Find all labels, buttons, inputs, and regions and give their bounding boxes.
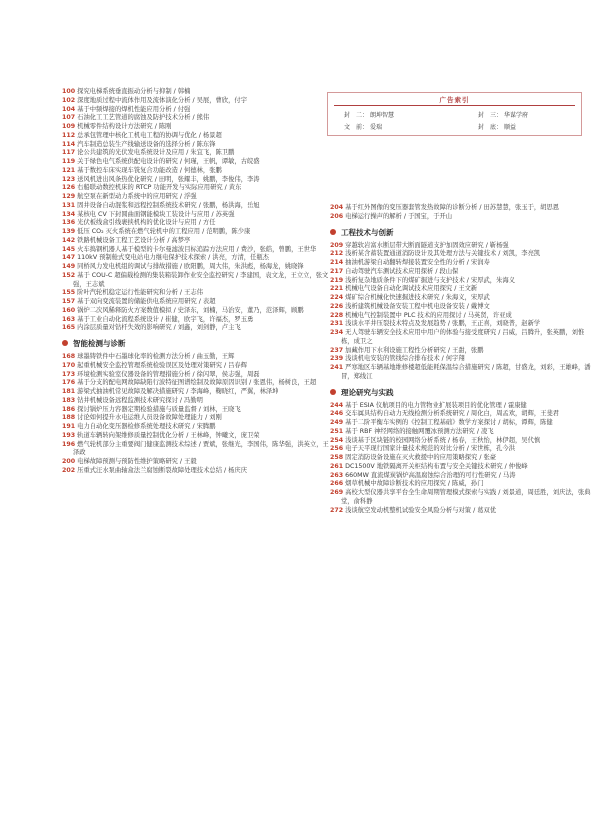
page-number: 102 [62,96,76,104]
toc-entry[interactable] [62,123,330,132]
page-number: 237 [330,346,344,354]
ad-index-box [327,92,582,136]
toc-right-column [330,204,592,515]
toc-entry[interactable] [330,242,592,251]
article-title: 基于 ESIA 仪航项目的电力管物业扩展装项目的优化管理 / 霍康健 [345,401,527,409]
toc-entry[interactable] [330,364,592,382]
toc-entry[interactable] [62,184,330,193]
toc-entry[interactable] [62,176,330,185]
toc-entry[interactable] [62,193,330,202]
article-title: 右船联动数控机床的 RTCP 功能开发与实际应用研究 / 黄东 [77,184,242,192]
toc-entry[interactable] [330,472,592,481]
article-title: 自动驾驶汽车测试技术应用探析 / 段山保 [345,267,459,275]
page-number: 131 [62,201,76,209]
page-number: 228 [330,311,344,319]
article-title: 基于二阶平衡车实例的《控制工程基础》数学方案探讨 / 胡标，谭辉，陈健 [345,419,553,426]
article-title: 探究电梯系统垂直振动分析与抑制 / 韩楠 [77,88,191,95]
toc-entry[interactable] [62,406,330,415]
toc-list [330,242,592,382]
toc-entry[interactable] [330,329,592,347]
toc-entry[interactable] [62,167,330,176]
article-title: 浅谈基于区块链的校园网络分析系统 / 杨春，王秋怡，林伊超，吴代慎 [345,436,541,444]
page-number: 104 [62,105,76,113]
page-number: 226 [330,302,344,310]
page-number: 266 [330,480,344,488]
toc-entry[interactable] [62,149,330,158]
page-number: 163 [62,315,76,323]
page-number: 209 [330,241,344,249]
section-heading: 理论研究与实践 [330,388,592,398]
article-title: 某核电 CV 下封圆曲面钢能模块工装设计与应用 / 苏英强 [77,210,235,218]
section-heading: 智能检测与诊断 [62,339,330,349]
article-title: 机械电气设备自动化调试技术应用探究 / 王文新 [345,285,478,293]
article-title: 同桥风力发电机组的调试与排故措施 / 欧阳鹏，周大伟，朱洪彪，杨海龙，姚晓锋 [77,263,304,270]
article-title: 钻井机械设备远程监测技术研究探讨 / 冯勤明 [77,396,203,404]
article-title: 交车属具结构自动力无线检测分析系统研究 / 周化白，周孟欢，胡辉，王斐君 [345,410,560,418]
toc-entry[interactable] [62,362,330,371]
page-number: 165 [62,324,76,332]
toc-entry[interactable] [62,388,330,397]
toc-entry[interactable] [330,507,592,516]
article-title: 汽车制造总装生产线输送设备的选择分析 / 陈东锋 [77,140,216,148]
article-title: 燃气轮机部分主重要阀门健康监测技术综述 / 贾斌，张继光，李国伟，陈华强，洪英立，王泽政 [73,440,329,457]
toc-entry[interactable] [62,353,330,362]
article-title: 基于双向变流装置的储能供电系统应用研究 / 表超 [77,298,216,305]
page-number: 126 [62,184,76,192]
page-number: 123 [62,175,76,183]
article-title: 压重式汪水泵曲轴盒法兰腐蚀断裂故障处理技术总结 / 杨庆庆 [77,466,247,474]
article-title: 光伏板线盒引线裹挟机构的优化设计与应用 / 方任 [77,219,216,227]
article-title: 基于 COU-C 超偏载检测的集装箱装卸作业安全监控研究 / 李建国，袁文龙，王立立，张文强，王志斌 [73,271,329,288]
toc-entry[interactable] [62,211,330,220]
article-title: 送风机进出风条热优化研究 / 田明，张耀丰，姚鹏，李俊伟，李涛 [77,175,260,183]
toc-entry[interactable] [62,432,330,441]
page-number: 202 [62,466,76,474]
toc-entry[interactable] [330,410,592,419]
article-title: 基于数控车床实现车铣复合功能改造 / 何德林，张鹏 [77,166,222,174]
toc-entry[interactable] [330,419,592,428]
page-number: 269 [330,489,344,496]
page-number: 121 [62,166,76,174]
toc-entry[interactable] [62,307,330,316]
ad-index-divider [334,105,575,106]
page-number: 136 [62,219,76,227]
page-number: 200 [62,458,76,465]
toc-entry[interactable] [330,347,592,356]
article-title: 穿越软岩富水断层带大断面隧道支护加固效应研究 / 靳杨强 [345,241,509,249]
toc-list [62,88,330,333]
toc-entry[interactable] [62,397,330,406]
article-title: 球墨铸铁件中石墨球化率的检测方法分析 / 曲玉勤，王辉 [77,353,235,360]
section-bullet-icon [330,229,336,235]
toc-entry[interactable] [62,263,330,272]
ad-row: 封 二： 朗坤智慧 [344,112,395,119]
article-title: 110kV 预制舱式变电站电力继电保护技术探索 / 洪亮，方清，任瓶杰 [77,254,269,262]
toc-entry[interactable] [62,237,330,246]
toc-entry[interactable] [330,303,592,312]
article-title: 浅析某含蓄装置通道消防设计及其处理方法与关键技术 / 刘凯，李亮凯 [345,250,541,258]
toc-entry[interactable] [330,480,592,489]
page-number: 191 [62,423,76,430]
toc-list [330,204,592,222]
page-number: 272 [330,506,344,514]
page-number: 196 [62,440,76,448]
ad-index-title: 广告索引 [439,96,470,104]
page-number: 147 [62,254,76,262]
toc-entry[interactable] [330,428,592,437]
page-number: 145 [62,245,76,253]
toc-entry[interactable] [62,97,330,106]
article-title: 基于工业自动化流程系统设计 / 崔健，欧宇飞，许福杰，罗玉勇 [77,315,254,323]
page-number: 134 [62,210,76,218]
page-number: 219 [330,276,344,284]
toc-entry[interactable] [330,402,592,411]
toc-entry[interactable] [330,285,592,294]
page-number: 186 [62,405,76,413]
page-number: 152 [62,271,76,279]
article-title: 讨论如何提升水电运维人员设备故障处理能力 / 刘刚 [77,414,222,422]
ad-row: 封 三： 华谋学府 [478,112,529,119]
page-number: 224 [330,294,344,301]
toc-entry[interactable] [330,320,592,329]
toc-entry[interactable] [62,467,330,476]
page-number: 221 [330,285,344,293]
page-number: 183 [62,396,76,404]
toc-entry[interactable] [330,489,592,507]
page-number: 256 [330,445,344,453]
toc-entry[interactable] [62,298,330,307]
page-number: 263 [330,471,344,479]
page-number: 254 [330,436,344,444]
toc-list [330,402,592,516]
article-title: 环境检测实验室仪器设备的管理措施分析 / 徐闪翠，侯志强，周磊 [77,370,260,378]
article-title: 航空泵在新型动力系统中的应用研究 / 浮强 [77,193,197,200]
page-number: 170 [62,361,76,369]
article-title: 内涂层质量对钻杆失效的影响研究 / 刘鑫，刘剑静，卢主飞 [77,324,241,332]
article-title: 电子天平现行国家计量技术规范的对比分析 / 宋世栋，孔今洪 [345,445,515,453]
page-number: 217 [330,267,344,275]
toc-entry[interactable] [62,254,330,263]
article-title: 电梯运行操声的解析 / 于国宝，于开山 [345,212,453,220]
ad-row: 文 前： 爱瑞 [344,124,383,131]
page-number: 119 [62,158,76,165]
page-number: 114 [62,140,76,148]
toc-entry[interactable] [330,463,592,472]
article-title: 抽油机游梁自动翻转焊接装置安全性的分析 / 宋润寿 [345,259,490,266]
page-number: 239 [330,355,344,363]
article-title: 浅析复杂地质条件下的煤矿掘进与支护技术 / 宋厚武，朱海义 [345,276,515,284]
article-title: 煤矿综合机械化快速掘进技术研究 / 朱海义，宋厚武 [345,294,490,301]
page-number: 231 [330,320,344,328]
article-title: 基于红外图像的变压器套管发热故障的诊断分析 / 田苏慧慧，张玉于，胡思恩 [345,204,560,211]
section-bullet-icon [330,389,336,395]
article-title: 机械电气控制装置中 PLC 技术的应用探讨 / 马英贤，许亚成 [345,311,512,319]
page-number: 204 [330,204,344,211]
article-title: 铁路机械设备工程工艺设计分析 / 高梦亭 [77,236,191,244]
page-number: 188 [62,414,76,422]
page-number: 142 [62,236,76,244]
article-title: 石油化工工艺管道的腐蚀及防护技术分析 / 熊伟 [77,114,210,122]
article-title: 烟草机械中故障诊断技术的应用探究 / 陈威，孙门 [345,480,484,488]
toc-list [62,353,330,476]
toc-entry[interactable] [62,246,330,255]
page-number: 139 [62,228,76,235]
article-title: 严寒地区车辆基地维修楼超低能耗保温综合措施研究 / 陈超，甘盛龙，刘彩，王雄峰，潘冒，郑线江 [341,364,591,380]
page-number: 107 [62,114,76,122]
page-number: 246 [330,410,344,418]
page-number: 109 [62,123,76,130]
article-title: 浅谈航空发动机整机试验安全风险分析与对策 / 葛双优 [345,506,497,514]
toc-entry[interactable] [330,445,592,454]
page-number: 258 [330,454,344,461]
toc-entry[interactable] [330,268,592,277]
article-title: 总承包管理中核化工机电工程的协调与优化 / 杨景超 [77,131,222,139]
toc-entry[interactable] [62,88,330,97]
ad-row: 封 底： 顺益 [478,124,517,131]
toc-entry[interactable] [330,294,592,303]
toc-entry[interactable] [330,204,592,213]
article-title: 论公共建筑的光伏发电系统设计及应用 / 朱宜飞，陈卫鹏 [77,149,235,157]
toc-entry[interactable] [62,379,330,388]
toc-entry[interactable] [62,114,330,123]
toc-entry[interactable] [62,324,330,333]
page-number: 112 [62,131,76,139]
toc-entry[interactable] [62,458,330,467]
article-title: DC1500V 地铁隔离开关柜结构布置与安全关键技术研究 / 仲俊峰 [345,462,528,470]
article-title: 机械零件结构设计方法研究 / 陈刚 [77,123,172,130]
article-title: 电梯故障预测与预防性维护策略研究 / 王毅 [77,458,197,465]
page-number: 212 [330,250,344,258]
page-number: 234 [330,329,344,336]
toc-entry[interactable] [62,158,330,167]
toc-entry[interactable] [62,423,330,432]
toc-entry[interactable] [330,277,592,286]
page-number: 244 [330,401,344,409]
page-number: 251 [330,427,344,435]
page-number: 157 [62,298,76,305]
article-title: 基于 RBF 神经网络的接触网覆冰预测方法研究 / 凌飞 [345,427,494,435]
page-number: 261 [330,462,344,470]
article-title: 无人驾驶车辆安全技术应用中用户的体验与接受度研究 / 吕威，吕腾升，张英鹏，刘惟栋，成卫之 [341,329,585,345]
toc-entry[interactable] [62,272,330,290]
page-number: 249 [330,419,344,426]
article-title: 深度地质过程中流体作用及流体演化分析 / 吴展，曹欣，付宇 [77,96,247,104]
article-title: 火车捣钢机器人基于模型的卡尔曼滤波目标追踪方法应用 / 费沙，张皓，曾鹏，王世华 [77,245,317,253]
toc-entry[interactable] [330,259,592,268]
page-number: 241 [330,364,344,371]
toc-entry[interactable] [62,289,330,298]
article-title: 固定消防设备设施在灭火救援中的应用策略探究 / 张豪 [345,454,497,461]
toc-entry[interactable] [62,441,330,459]
article-title: 基于中频焊接的焊机性能应用分析 / 付强 [77,105,191,113]
article-title: 轨道车辆转向架维修质量控制优化分析 / 王林峰，钟曦文，庞卫荣 [77,431,260,439]
page-number: 214 [330,259,344,266]
article-title: 固井设备自动混浆和远程控制系统技术研究 / 张鹏，杨洪海，岳旭 [77,201,260,209]
page-number: 173 [62,370,76,378]
toc-entry[interactable] [62,371,330,380]
toc-left-column [62,88,330,476]
page-number: 193 [62,431,76,439]
article-title: 加藏作用下水利设施工程性分析研究 / 王甜，张鹏 [345,346,484,354]
toc-entry[interactable] [62,228,330,237]
article-title: 低压 CO₂ 灭火系统在燃气轮机中的工程应用 / 范明鹏，陈少康 [77,228,251,235]
article-title: 浅析建筑机械设备安装工程中机电设备安装 / 戴博文 [345,302,490,310]
toc-entry[interactable] [62,202,330,211]
page-number: 117 [62,149,76,157]
article-title: 浅谈机电安装的管线综合排布技术 / 何宇翔 [345,355,465,363]
page-number: 149 [62,263,76,270]
article-title: 关于绿色电气系统供配电设计的研究 / 何瑾，王帆，谭敏，古皖盛 [77,158,260,165]
page-number: 100 [62,88,76,95]
toc-entry[interactable] [330,437,592,446]
article-title: 锅炉二次风稀释防火方案数值模拟 / 史泽东，刘楠，马治安，董乃，范泽辉，顾鹏 [77,306,304,314]
page-number: 129 [62,193,76,200]
toc-entry[interactable] [62,106,330,115]
toc-entry[interactable] [330,454,592,463]
article-title: 浅谈水平井压裂技术特点及发展趋势 / 张鹏，王正喜，刘晓普，赵新学 [345,320,541,328]
section-heading: 工程技术与创新 [330,228,592,238]
toc-entry[interactable] [330,355,592,364]
article-title: 游梁式抽油机常见故障及解决措施研究 / 李海峰，鞠晓红，严翼，林泽坤 [77,388,279,395]
toc-entry[interactable] [330,250,592,259]
section-bullet-icon [62,340,68,346]
article-title: 基于分支的配电网故障缺陷行波特征图谱绘制及故障原因识别 / 张恩伟，杨树良，王超 [77,379,317,387]
page-number: 160 [62,306,76,314]
article-title: 起重机械安全监控管理系统检验误区及处理对策研究 / 吕春辉 [77,361,247,369]
toc-entry[interactable] [62,219,330,228]
toc-entry[interactable] [330,312,592,321]
article-title: 阶叶汽轮机稳定运行性能研究和分析 / 王志伟 [77,289,203,297]
toc-entry[interactable] [62,316,330,325]
page-number: 168 [62,353,76,360]
article-title: 660MW 直流煤炭锅炉高温腐蚀综合治理的可行性研究 / 马涛 [345,471,516,479]
page-number: 176 [62,379,76,387]
toc-entry[interactable] [62,414,330,423]
toc-entry[interactable] [62,132,330,141]
page-number: 155 [62,289,76,297]
page-number: 181 [62,388,76,395]
article-title: 电力自动化变压器检修系统处理技术研究 / 宋腾鹏 [77,423,216,430]
article-title: 高校大型仪器共享平台全生命周期管理模式探索与实践 / 刘景道，周廷胜，刘庆法，张典堂，俞科静 [341,489,591,505]
toc-entry[interactable] [330,213,592,222]
article-title: 探讨锅炉压力容器定期检验措施与质量监督 / 刘林，王晓飞 [77,405,241,413]
toc-entry[interactable] [62,141,330,150]
page-number: 206 [330,212,344,220]
